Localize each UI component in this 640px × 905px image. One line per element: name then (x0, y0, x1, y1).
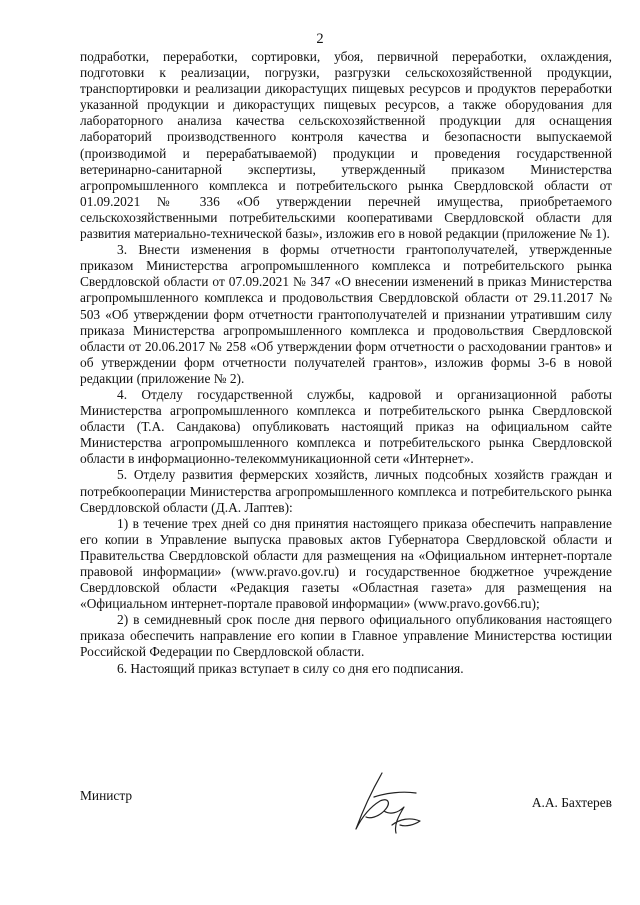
paragraph-item-5: 5. Отделу развития фермерских хозяйств, личных подсобных хозяйств граждан и потребкооперации Министерства агропромышленного комплекса и потребительского рынка Свердловской области (Д.А. Лаптев): (80, 467, 612, 515)
handwritten-signature (340, 767, 435, 839)
page-number: 2 (316, 31, 324, 47)
paragraph-item-4: 4. Отделу государственной службы, кадровой и организационной работы Министерства агропромышленного комплекса и потребительского рынка Свердловской области (Т.А. Сандакова) опубликовать настоящий приказ на официальном сайте Министерства агропромышленного комплекса и потребительского рынка Свердловской области в информационно-телекоммуникационной сети «Интернет». (80, 386, 612, 467)
subparagraph-5-2: 2) в семидневный срок после дня первого официального опубликования настоящего приказа обеспечить направление его копии в Главное управление Министерства юстиции Российской Федерации по Свердловской области. (80, 612, 612, 660)
signatory-title: Министр (80, 788, 133, 803)
signature-block (80, 785, 612, 845)
paragraph-continuation: подработки, переработки, сортировки, убоя, первичной переработки, охлаждения, подготовки к реализации, погрузки, разгрузки сельскохозяйственной продукции, транспортировки и реализации дикорастущих пищевых ресурсов и продуктов переработки указанной продукции и дикорастущих пищевых ресурсов, а также оборудования для лабораторного анализа качества сельскохозяйственной продукции для оснащения лабораторий производственного контроля качества и безопасности выпускаемой (производимой и перерабатываемой) продукции и проведения государственной ветеринарно-санитарной экспертизы, утвержденный приказом Министерства агропромышленного комплекса и потребительского рынка Свердловской области от 01.09.2021 № 336 «Об утверждении перечней имущества, приобретаемого сельскохозяйственными потребительскими кооперативами Свердловской области для развития материально-технической базы», изложив его в новой редакции (приложение № 1). (80, 49, 612, 242)
document-body (80, 49, 612, 677)
paragraph-item-3: 3. Внести изменения в формы отчетности грантополучателей, утвержденные приказом Министерства агропромышленного комплекса и потребительского рынка Свердловской области от 07.09.2021 № 347 «О внесении изменений в приказ Министерства агропромышленного комплекса и продовольствия Свердловской области от 29.11.2017 № 503 «Об утверждении форм отчетности грантополучателей и признании утратившим силу приказа Министерства агропромышленного комплекса и продовольствия Свердловской области от 20.06.2017 № 258 «Об утверждении форм отчетности о расходовании грантов» и об утверждении форм отчетности получателей грантов», изложив формы 3-6 в новой редакции (приложение № 2). (80, 242, 612, 386)
signatory-name: А.А. Бахтерев (531, 795, 612, 810)
subparagraph-5-1: 1) в течение трех дней со дня принятия настоящего приказа обеспечить направление его копии в Управление выпуска правовых актов Губернатора Свердловской области и Правительства Свердловской области для размещения на «Официальном интернет-портале правовой информации» (www.pravo.gov.ru) и государственное бюджетное учреждение Свердловской области «Редакция газеты «Областная газета» для размещения на «Официальном интернет-портале правовой информации» (www.pravo.gov66.ru); (80, 515, 612, 612)
paragraph-item-6: 6. Настоящий приказ вступает в силу со дня его подписания. (117, 660, 464, 676)
